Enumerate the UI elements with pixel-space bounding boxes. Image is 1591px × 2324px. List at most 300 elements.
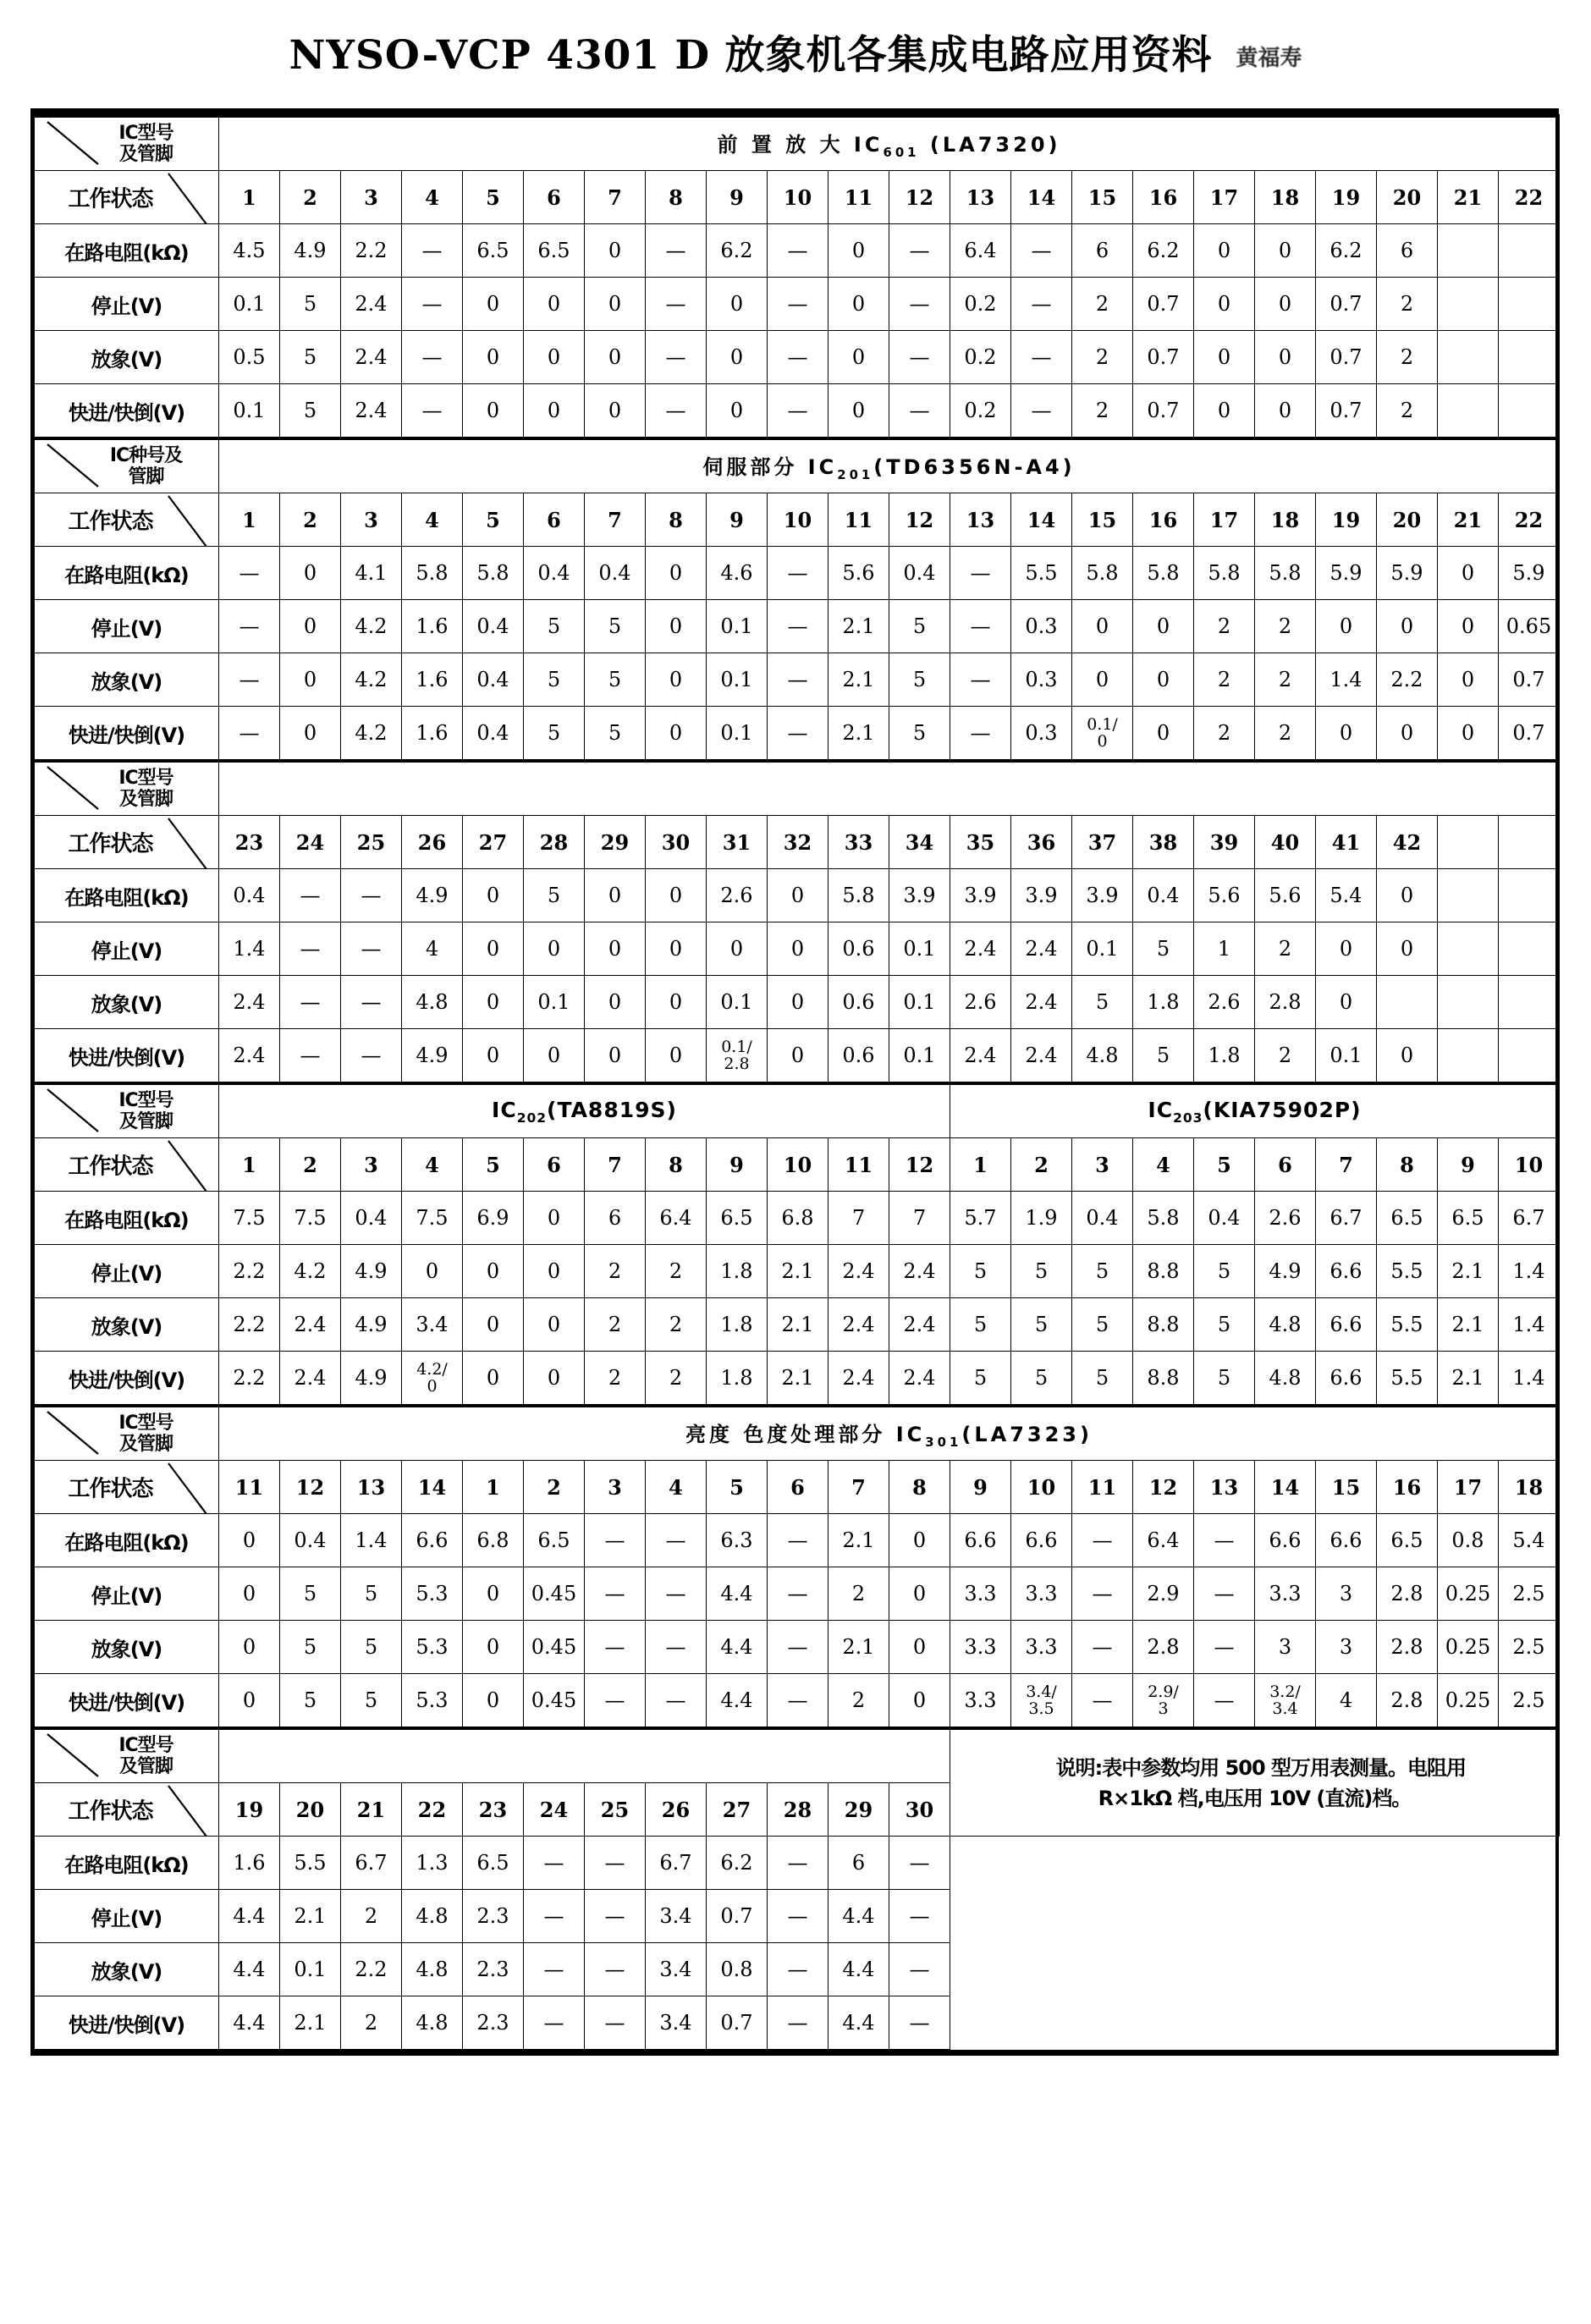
data-cell: 0 bbox=[646, 1029, 707, 1084]
corner-header-cell bbox=[35, 1083, 219, 1138]
data-cell: 5 bbox=[280, 384, 341, 439]
pin-number-cell: 5 bbox=[463, 171, 524, 224]
data-cell-empty bbox=[1499, 224, 1560, 278]
data-cell: 0.7 bbox=[1133, 278, 1194, 331]
pin-number-cell: 1 bbox=[950, 1138, 1011, 1192]
table-row bbox=[35, 278, 1560, 331]
data-cell: 1.4 bbox=[1499, 1245, 1560, 1298]
data-cell: 2.1 bbox=[768, 1245, 829, 1298]
data-cell: 2.1 bbox=[280, 1996, 341, 2050]
data-cell: 2.3 bbox=[463, 1943, 524, 1996]
section-title: 前 置 放 大 $IC_{601}$ (LA7320) bbox=[219, 116, 1560, 171]
data-cell: — bbox=[889, 384, 950, 439]
pin-number-cell: 13 bbox=[341, 1461, 402, 1514]
data-cell: 4.4 bbox=[829, 1943, 889, 1996]
pin-number-cell: 8 bbox=[646, 493, 707, 547]
data-cell: 2.4 bbox=[950, 922, 1011, 976]
row-label: 在路电阻(kΩ) bbox=[35, 224, 219, 278]
data-cell: 0 bbox=[1316, 600, 1377, 653]
pin-number-cell: 19 bbox=[219, 1783, 280, 1837]
data-cell: 0 bbox=[1316, 976, 1377, 1029]
data-cell: 5.8 bbox=[1194, 547, 1255, 600]
pin-number-cell-empty bbox=[1438, 816, 1499, 869]
data-cell: 2.4 bbox=[280, 1352, 341, 1407]
pin-number-row bbox=[35, 493, 1560, 547]
data-cell: 0 bbox=[1072, 653, 1133, 707]
data-cell: 5 bbox=[950, 1298, 1011, 1352]
data-cell: 0.4 bbox=[524, 547, 585, 600]
data-cell: — bbox=[768, 1567, 829, 1621]
data-cell: 2.4 bbox=[829, 1245, 889, 1298]
data-cell: 6 bbox=[585, 1192, 646, 1245]
data-cell: 4.2 bbox=[280, 1245, 341, 1298]
data-cell-empty bbox=[1499, 1029, 1560, 1084]
data-cell: 1.6 bbox=[402, 600, 463, 653]
row-label: 停止(V) bbox=[35, 278, 219, 331]
data-cell: 5 bbox=[524, 707, 585, 762]
data-cell: 6 bbox=[1072, 224, 1133, 278]
data-cell: 6.6 bbox=[1316, 1298, 1377, 1352]
data-cell: 6.5 bbox=[1377, 1192, 1438, 1245]
pin-number-cell: 10 bbox=[768, 171, 829, 224]
data-cell: 0.45 bbox=[524, 1567, 585, 1621]
data-cell: 0.1 bbox=[219, 384, 280, 439]
data-cell: 6 bbox=[829, 1837, 889, 1890]
data-cell: 3 bbox=[1255, 1621, 1316, 1674]
data-cell: 2 bbox=[829, 1674, 889, 1729]
section-title-row bbox=[35, 438, 1560, 493]
data-cell: 4.9 bbox=[341, 1352, 402, 1407]
data-cell: 1.4 bbox=[1499, 1352, 1560, 1407]
data-cell-empty bbox=[1438, 384, 1499, 439]
data-cell: — bbox=[768, 224, 829, 278]
data-cell: — bbox=[524, 1837, 585, 1890]
data-cell: — bbox=[768, 600, 829, 653]
pin-number-cell: 17 bbox=[1194, 493, 1255, 547]
data-cell: 1.4 bbox=[1499, 1298, 1560, 1352]
table-row bbox=[35, 1567, 1560, 1621]
data-cell: 5 bbox=[585, 600, 646, 653]
data-cell: 2.6 bbox=[707, 869, 768, 922]
data-cell: 5.5 bbox=[280, 1837, 341, 1890]
data-cell: 0 bbox=[1194, 384, 1255, 439]
section-title-blank bbox=[219, 1728, 950, 1783]
data-cell: 2.4 bbox=[829, 1298, 889, 1352]
pin-number-cell: 11 bbox=[219, 1461, 280, 1514]
data-cell: 0.4 bbox=[280, 1514, 341, 1567]
data-cell: 3.4 bbox=[646, 1890, 707, 1943]
data-cell: 0.1 bbox=[524, 976, 585, 1029]
data-cell: 2.1 bbox=[280, 1890, 341, 1943]
data-cell: 2.8 bbox=[1377, 1674, 1438, 1729]
table-row bbox=[35, 1837, 1560, 1890]
data-cell: 2 bbox=[1377, 331, 1438, 384]
data-cell: 0.7 bbox=[1499, 653, 1560, 707]
data-cell: 7.5 bbox=[280, 1192, 341, 1245]
table-row bbox=[35, 384, 1560, 439]
data-cell: 0.4 bbox=[585, 547, 646, 600]
data-cell: 2.4 bbox=[341, 331, 402, 384]
pin-number-cell: 16 bbox=[1133, 493, 1194, 547]
pin-number-cell: 20 bbox=[1377, 493, 1438, 547]
data-cell: — bbox=[646, 278, 707, 331]
data-cell: 0 bbox=[646, 653, 707, 707]
data-cell: 2.4 bbox=[889, 1352, 950, 1407]
data-cell: 2 bbox=[341, 1890, 402, 1943]
table-row bbox=[35, 1029, 1560, 1084]
pin-number-cell: 24 bbox=[524, 1783, 585, 1837]
diagonal-rule bbox=[168, 1462, 215, 1514]
pin-number-cell: 32 bbox=[768, 816, 829, 869]
pin-number-cell: 5 bbox=[463, 1138, 524, 1192]
pin-number-cell: 7 bbox=[829, 1461, 889, 1514]
data-cell: 5 bbox=[280, 278, 341, 331]
pin-number-cell: 15 bbox=[1316, 1461, 1377, 1514]
data-cell: — bbox=[768, 1514, 829, 1567]
data-cell: — bbox=[341, 869, 402, 922]
data-cell: 5 bbox=[1133, 1029, 1194, 1084]
data-cell: 6.5 bbox=[524, 224, 585, 278]
corner-header-label: IC型号 及管脚 bbox=[118, 1090, 173, 1132]
data-cell: — bbox=[889, 1890, 950, 1943]
diagonal-rule bbox=[168, 1785, 215, 1837]
data-cell: 4.8 bbox=[402, 976, 463, 1029]
data-cell: 0 bbox=[463, 1674, 524, 1729]
table-row bbox=[35, 1674, 1560, 1729]
data-cell: 3 bbox=[1316, 1621, 1377, 1674]
data-cell: — bbox=[219, 547, 280, 600]
data-cell: 5.8 bbox=[1072, 547, 1133, 600]
pin-number-cell: 27 bbox=[463, 816, 524, 869]
data-cell: 2.4 bbox=[341, 384, 402, 439]
data-cell: 6.3 bbox=[707, 1514, 768, 1567]
data-cell: 5.3 bbox=[402, 1567, 463, 1621]
data-cell: 0 bbox=[1438, 600, 1499, 653]
data-cell: 3.9 bbox=[1011, 869, 1072, 922]
pin-number-cell: 20 bbox=[280, 1783, 341, 1837]
pin-number-cell: 2 bbox=[524, 1461, 585, 1514]
data-cell: 5.6 bbox=[1194, 869, 1255, 922]
data-cell: 0 bbox=[524, 1192, 585, 1245]
data-cell: 7.5 bbox=[219, 1192, 280, 1245]
data-cell: 2 bbox=[1194, 653, 1255, 707]
data-cell: 7.5 bbox=[402, 1192, 463, 1245]
state-header-label: 工作状态 bbox=[68, 1798, 153, 1825]
data-cell: 0 bbox=[1438, 547, 1499, 600]
data-cell: 2 bbox=[585, 1298, 646, 1352]
data-cell: 1.9 bbox=[1011, 1192, 1072, 1245]
data-cell: 2 bbox=[341, 1996, 402, 2050]
row-label: 在路电阻(kΩ) bbox=[35, 547, 219, 600]
pin-number-cell: 30 bbox=[646, 816, 707, 869]
data-cell: 0 bbox=[524, 1298, 585, 1352]
section-title-row bbox=[35, 1083, 1560, 1138]
data-cell: 4.9 bbox=[1255, 1245, 1316, 1298]
data-cell: — bbox=[585, 1890, 646, 1943]
data-cell: 0 bbox=[1377, 869, 1438, 922]
data-cell: 3.3 bbox=[950, 1567, 1011, 1621]
data-cell: — bbox=[402, 384, 463, 439]
pin-number-cell: 22 bbox=[1499, 171, 1560, 224]
diagonal-rule bbox=[168, 1140, 215, 1192]
pin-number-row bbox=[35, 1138, 1560, 1192]
data-cell-empty bbox=[1438, 869, 1499, 922]
corner-header-cell bbox=[35, 1728, 219, 1783]
data-cell: 2.1 bbox=[1438, 1245, 1499, 1298]
data-cell: — bbox=[585, 1674, 646, 1729]
data-cell: 0.7 bbox=[1316, 384, 1377, 439]
data-cell: 3.3 bbox=[1255, 1567, 1316, 1621]
table-row bbox=[35, 922, 1560, 976]
data-cell: 0 bbox=[829, 384, 889, 439]
state-header-cell bbox=[35, 493, 219, 547]
data-cell: 0 bbox=[768, 922, 829, 976]
data-cell: — bbox=[280, 1029, 341, 1084]
data-cell: 2 bbox=[1377, 278, 1438, 331]
data-cell: 0 bbox=[1377, 1029, 1438, 1084]
data-cell: 0 bbox=[1438, 707, 1499, 762]
data-cell: 3.3 bbox=[1011, 1567, 1072, 1621]
data-cell: 0 bbox=[707, 384, 768, 439]
data-cell: 5 bbox=[950, 1245, 1011, 1298]
data-cell: 6.6 bbox=[1316, 1514, 1377, 1567]
pin-number-cell: 1 bbox=[463, 1461, 524, 1514]
data-cell: 4.4 bbox=[707, 1567, 768, 1621]
data-cell-empty bbox=[1499, 278, 1560, 331]
data-cell: — bbox=[341, 976, 402, 1029]
data-cell: 6.5 bbox=[463, 1837, 524, 1890]
data-cell: 5 bbox=[889, 600, 950, 653]
pin-number-cell: 6 bbox=[1255, 1138, 1316, 1192]
data-cell: 4.9 bbox=[402, 869, 463, 922]
data-cell: 0 bbox=[707, 331, 768, 384]
data-cell: 0 bbox=[1072, 600, 1133, 653]
section-title: 伺服部分 $IC_{201}(TD6356N-A4)$ bbox=[219, 438, 1560, 493]
pin-number-cell: 10 bbox=[1499, 1138, 1560, 1192]
data-cell: — bbox=[1194, 1567, 1255, 1621]
pin-number-cell: 38 bbox=[1133, 816, 1194, 869]
state-header-cell bbox=[35, 1138, 219, 1192]
data-cell: 2.8 bbox=[1377, 1621, 1438, 1674]
data-cell: 0 bbox=[463, 1567, 524, 1621]
data-cell: 2.1 bbox=[768, 1298, 829, 1352]
data-cell: 5 bbox=[950, 1352, 1011, 1407]
data-cell: 0.65 bbox=[1499, 600, 1560, 653]
data-cell: 6.6 bbox=[1316, 1352, 1377, 1407]
pin-number-cell: 5 bbox=[1194, 1138, 1255, 1192]
data-cell: 3.4 bbox=[402, 1298, 463, 1352]
data-cell: 0 bbox=[280, 653, 341, 707]
data-cell: 0.2 bbox=[950, 384, 1011, 439]
pin-number-cell: 6 bbox=[524, 1138, 585, 1192]
data-cell: 2.8 bbox=[1377, 1567, 1438, 1621]
pin-number-cell: 11 bbox=[829, 1138, 889, 1192]
data-cell: — bbox=[524, 1890, 585, 1943]
data-cell: 5 bbox=[1011, 1352, 1072, 1407]
pin-number-cell: 10 bbox=[768, 493, 829, 547]
section-title-ic203: $IC_{203}(KIA75902P)$ bbox=[950, 1083, 1560, 1138]
data-cell: — bbox=[768, 547, 829, 600]
data-cell: 5.6 bbox=[1255, 869, 1316, 922]
data-cell: 0.4 bbox=[889, 547, 950, 600]
data-cell: — bbox=[402, 278, 463, 331]
data-cell: 5 bbox=[889, 707, 950, 762]
pin-number-cell: 1 bbox=[219, 171, 280, 224]
data-cell: — bbox=[585, 1943, 646, 1996]
data-cell: 4.9 bbox=[402, 1029, 463, 1084]
corner-header-label: IC型号 及管脚 bbox=[118, 1413, 173, 1455]
row-label: 放象(V) bbox=[35, 331, 219, 384]
data-cell: 3.4 bbox=[646, 1943, 707, 1996]
data-cell: 0 bbox=[219, 1621, 280, 1674]
pin-number-cell: 30 bbox=[889, 1783, 950, 1837]
data-cell: 0 bbox=[768, 976, 829, 1029]
data-cell: 2 bbox=[1072, 278, 1133, 331]
data-cell-empty bbox=[1438, 922, 1499, 976]
data-cell: 4.4 bbox=[707, 1674, 768, 1729]
corner-header-cell bbox=[35, 438, 219, 493]
state-header-label: 工作状态 bbox=[68, 1154, 153, 1180]
pin-number-cell: 13 bbox=[1194, 1461, 1255, 1514]
pin-number-cell: 2 bbox=[280, 1138, 341, 1192]
data-cell: 6.5 bbox=[463, 224, 524, 278]
data-cell: 0.1 bbox=[1072, 922, 1133, 976]
diagonal-rule bbox=[168, 173, 215, 224]
row-label: 快进/快倒(V) bbox=[35, 1029, 219, 1084]
data-cell: — bbox=[1072, 1621, 1133, 1674]
data-cell: 2 bbox=[585, 1245, 646, 1298]
pin-number-cell: 19 bbox=[1316, 171, 1377, 224]
data-cell: — bbox=[402, 331, 463, 384]
row-label: 停止(V) bbox=[35, 1245, 219, 1298]
state-header-label: 工作状态 bbox=[68, 509, 153, 535]
data-cell: 0 bbox=[1438, 653, 1499, 707]
data-cell: 4.8 bbox=[402, 1943, 463, 1996]
data-cell: 0 bbox=[463, 384, 524, 439]
data-cell: 8.8 bbox=[1133, 1352, 1194, 1407]
data-cell: 6.6 bbox=[1316, 1245, 1377, 1298]
data-cell: 1.8 bbox=[707, 1298, 768, 1352]
data-cell: 4.2 bbox=[341, 653, 402, 707]
data-cell: 0 bbox=[707, 278, 768, 331]
data-cell: 0.6 bbox=[829, 922, 889, 976]
pin-number-cell: 1 bbox=[219, 493, 280, 547]
data-cell: 0 bbox=[585, 224, 646, 278]
pin-number-cell: 33 bbox=[829, 816, 889, 869]
data-cell: — bbox=[889, 278, 950, 331]
data-cell: — bbox=[219, 707, 280, 762]
data-cell: 4.4 bbox=[219, 1996, 280, 2050]
data-cell: 5.8 bbox=[463, 547, 524, 600]
data-cell: 6.2 bbox=[707, 224, 768, 278]
pin-number-cell: 2 bbox=[280, 493, 341, 547]
data-cell: — bbox=[768, 278, 829, 331]
data-cell: 0 bbox=[524, 278, 585, 331]
data-cell: 3.9 bbox=[889, 869, 950, 922]
data-cell: 4.5 bbox=[219, 224, 280, 278]
data-cell: 2.9/ 3 bbox=[1133, 1674, 1194, 1729]
data-cell: 0 bbox=[585, 869, 646, 922]
state-header-label: 工作状态 bbox=[68, 831, 153, 857]
pin-number-cell: 17 bbox=[1438, 1461, 1499, 1514]
data-cell: — bbox=[585, 1567, 646, 1621]
data-cell: 4.4 bbox=[219, 1890, 280, 1943]
pin-number-cell: 36 bbox=[1011, 816, 1072, 869]
data-cell: 1.6 bbox=[402, 707, 463, 762]
table-row bbox=[35, 1996, 1560, 2050]
data-cell: 2 bbox=[1255, 707, 1316, 762]
data-cell: 0.8 bbox=[1438, 1514, 1499, 1567]
data-cell: — bbox=[768, 1996, 829, 2050]
data-cell: 0.2 bbox=[950, 331, 1011, 384]
data-cell: 3.3 bbox=[950, 1621, 1011, 1674]
data-cell: 4.4 bbox=[219, 1943, 280, 1996]
data-cell: 1 bbox=[1194, 922, 1255, 976]
data-cell: 5.3 bbox=[402, 1674, 463, 1729]
data-cell: — bbox=[1194, 1514, 1255, 1567]
data-cell: 2.6 bbox=[1255, 1192, 1316, 1245]
pin-number-cell: 28 bbox=[768, 1783, 829, 1837]
data-cell: 0 bbox=[1194, 224, 1255, 278]
data-cell: 1.8 bbox=[1133, 976, 1194, 1029]
data-cell: — bbox=[950, 653, 1011, 707]
data-cell: 0 bbox=[768, 869, 829, 922]
row-label: 停止(V) bbox=[35, 1890, 219, 1943]
data-cell: 5 bbox=[889, 653, 950, 707]
data-cell: 2.1 bbox=[829, 653, 889, 707]
data-cell: 2.1 bbox=[829, 1514, 889, 1567]
page-title: NYSO-VCP 4301 D 放象机各集成电路应用资料 bbox=[289, 32, 1213, 79]
pin-number-row bbox=[35, 171, 1560, 224]
data-cell: — bbox=[585, 1514, 646, 1567]
pin-number-cell: 5 bbox=[707, 1461, 768, 1514]
data-cell: 0.4 bbox=[341, 1192, 402, 1245]
data-cell: 0.3 bbox=[1011, 600, 1072, 653]
data-cell: 0 bbox=[1377, 922, 1438, 976]
section-title-ic202: $IC_{202}(TA8819S)$ bbox=[219, 1083, 950, 1138]
pin-number-cell: 4 bbox=[402, 1138, 463, 1192]
data-cell: 2.1 bbox=[829, 707, 889, 762]
data-cell: 2.8 bbox=[1133, 1621, 1194, 1674]
data-cell: 6.8 bbox=[768, 1192, 829, 1245]
data-cell: 5 bbox=[1072, 1352, 1133, 1407]
data-cell: — bbox=[950, 600, 1011, 653]
data-cell: 0.4 bbox=[463, 707, 524, 762]
data-cell: 0.7 bbox=[1133, 384, 1194, 439]
pin-number-cell: 14 bbox=[1011, 493, 1072, 547]
data-cell: 6.5 bbox=[524, 1514, 585, 1567]
data-cell: 6.2 bbox=[1316, 224, 1377, 278]
corner-header-label: IC型号 及管脚 bbox=[118, 768, 173, 810]
data-cell: 0.4 bbox=[463, 600, 524, 653]
data-cell: 0.1 bbox=[889, 976, 950, 1029]
data-cell: 2.2 bbox=[219, 1352, 280, 1407]
corner-header-label: IC种号及 管脚 bbox=[109, 445, 183, 487]
data-cell: 2.6 bbox=[1194, 976, 1255, 1029]
data-cell: 6 bbox=[1377, 224, 1438, 278]
state-header-cell bbox=[35, 816, 219, 869]
data-cell: 0.4 bbox=[219, 869, 280, 922]
data-cell: 0.4 bbox=[1072, 1192, 1133, 1245]
data-cell: 0 bbox=[1377, 707, 1438, 762]
data-cell: 4.2/ 0 bbox=[402, 1352, 463, 1407]
pin-number-cell: 15 bbox=[1072, 171, 1133, 224]
data-cell: 0 bbox=[280, 707, 341, 762]
data-cell: 0.2 bbox=[950, 278, 1011, 331]
data-cell: 4.4 bbox=[707, 1621, 768, 1674]
data-cell: 2 bbox=[646, 1245, 707, 1298]
data-cell: 2.4 bbox=[950, 1029, 1011, 1084]
